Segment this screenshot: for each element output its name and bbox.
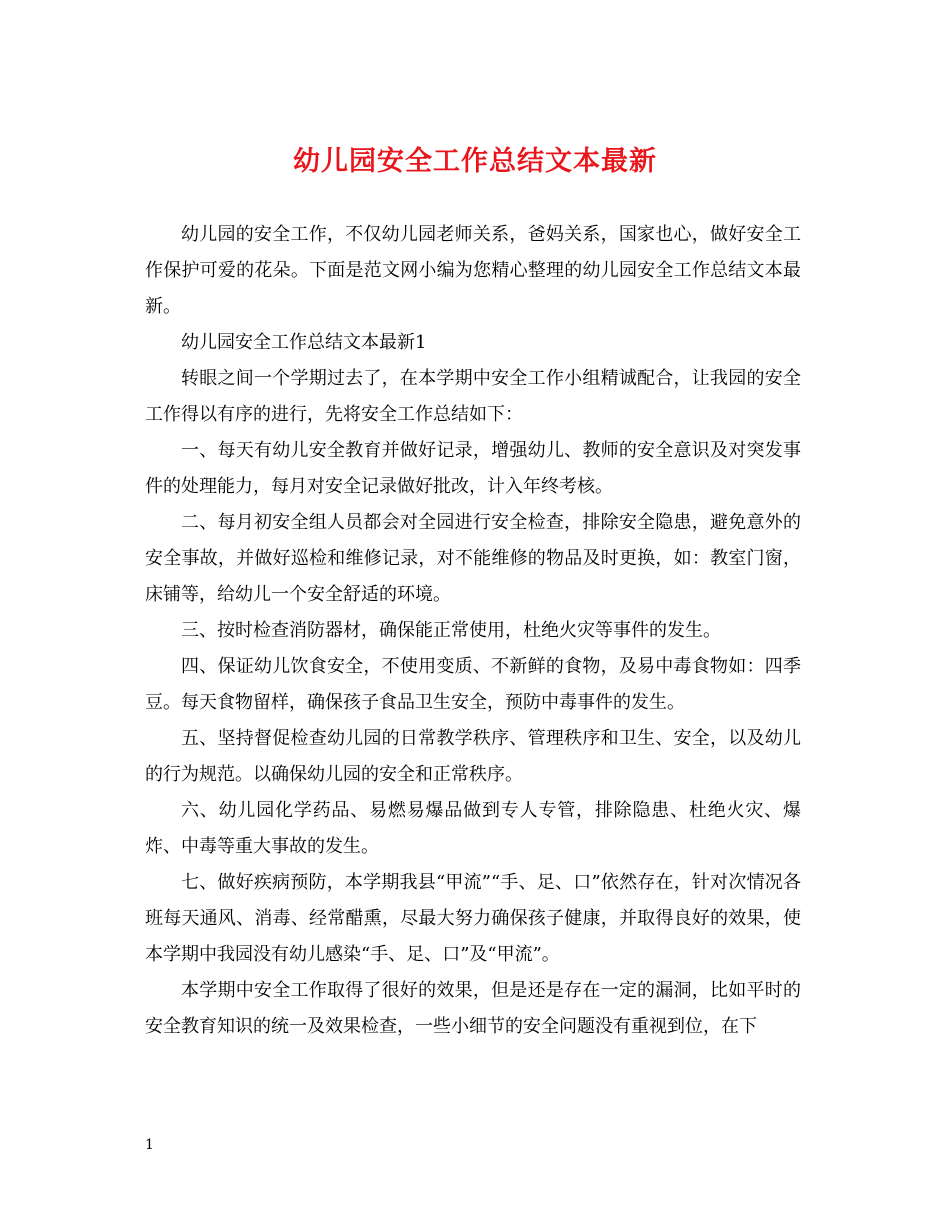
paragraph-summary: 本学期中安全工作取得了很好的效果，但是还是存在一定的漏洞，比如平时的安全教育知识的统一及效果检查，一些小细节的安全问题没有重视到位，在下 xyxy=(145,980,801,1037)
document-title: 幼儿园安全工作总结文本最新 xyxy=(293,146,657,177)
paragraph-item-4: 四、保证幼儿饮食安全，不使用变质、不新鲜的食物，及易中毒食物如：四季豆。每天食物留样，确保孩子食品卫生安全，预防中毒事件的发生。 xyxy=(145,656,801,713)
paragraph-item-5: 五、坚持督促检查幼儿园的日常教学秩序、管理秩序和卫生、安全，以及幼儿的行为规范。以确保幼儿园的安全和正常秩序。 xyxy=(145,728,801,785)
paragraph-item-2: 二、每月初安全组人员都会对全园进行安全检查，排除安全隐患，避免意外的安全事故，并做好巡检和维修记录，对不能维修的物品及时更换，如：教室门窗，床铺等，给幼儿一个安全舒适的环境。 xyxy=(145,512,801,605)
page-number: 1 xyxy=(145,1137,154,1153)
paragraph-item-7: 七、做好疾病预防，本学期我县“甲流”“手、足、口”依然存在，针对次情况各班每天通风、消毒、经常醋熏，尽最大努力确保孩子健康，并取得良好的效果，使本学期中我园没有幼儿感染“手、足、口”及“甲流”。 xyxy=(145,872,801,965)
paragraph-opening: 转眼之间一个学期过去了，在本学期中安全工作小组精诚配合，让我园的安全工作得以有序的进行，先将安全工作总结如下： xyxy=(145,368,801,425)
document-body xyxy=(145,217,801,1045)
section-heading: 幼儿园安全工作总结文本最新1 xyxy=(181,332,427,353)
paragraph-intro: 幼儿园的安全工作，不仅幼儿园老师关系，爸妈关系，国家也心，做好安全工作保护可爱的花朵。下面是范文网小编为您精心整理的幼儿园安全工作总结文本最新。 xyxy=(145,224,801,317)
paragraph-item-1: 一、每天有幼儿安全教育并做好记录，增强幼儿、教师的安全意识及对突发事件的处理能力，每月对安全记录做好批改，计入年终考核。 xyxy=(145,440,801,497)
paragraph-item-6: 六、幼儿园化学药品、易燃易爆品做到专人专管，排除隐患、杜绝火灾、爆炸、中毒等重大事故的发生。 xyxy=(145,800,801,857)
paragraph-item-3: 三、按时检查消防器材，确保能正常使用，杜绝火灾等事件的发生。 xyxy=(181,620,721,641)
